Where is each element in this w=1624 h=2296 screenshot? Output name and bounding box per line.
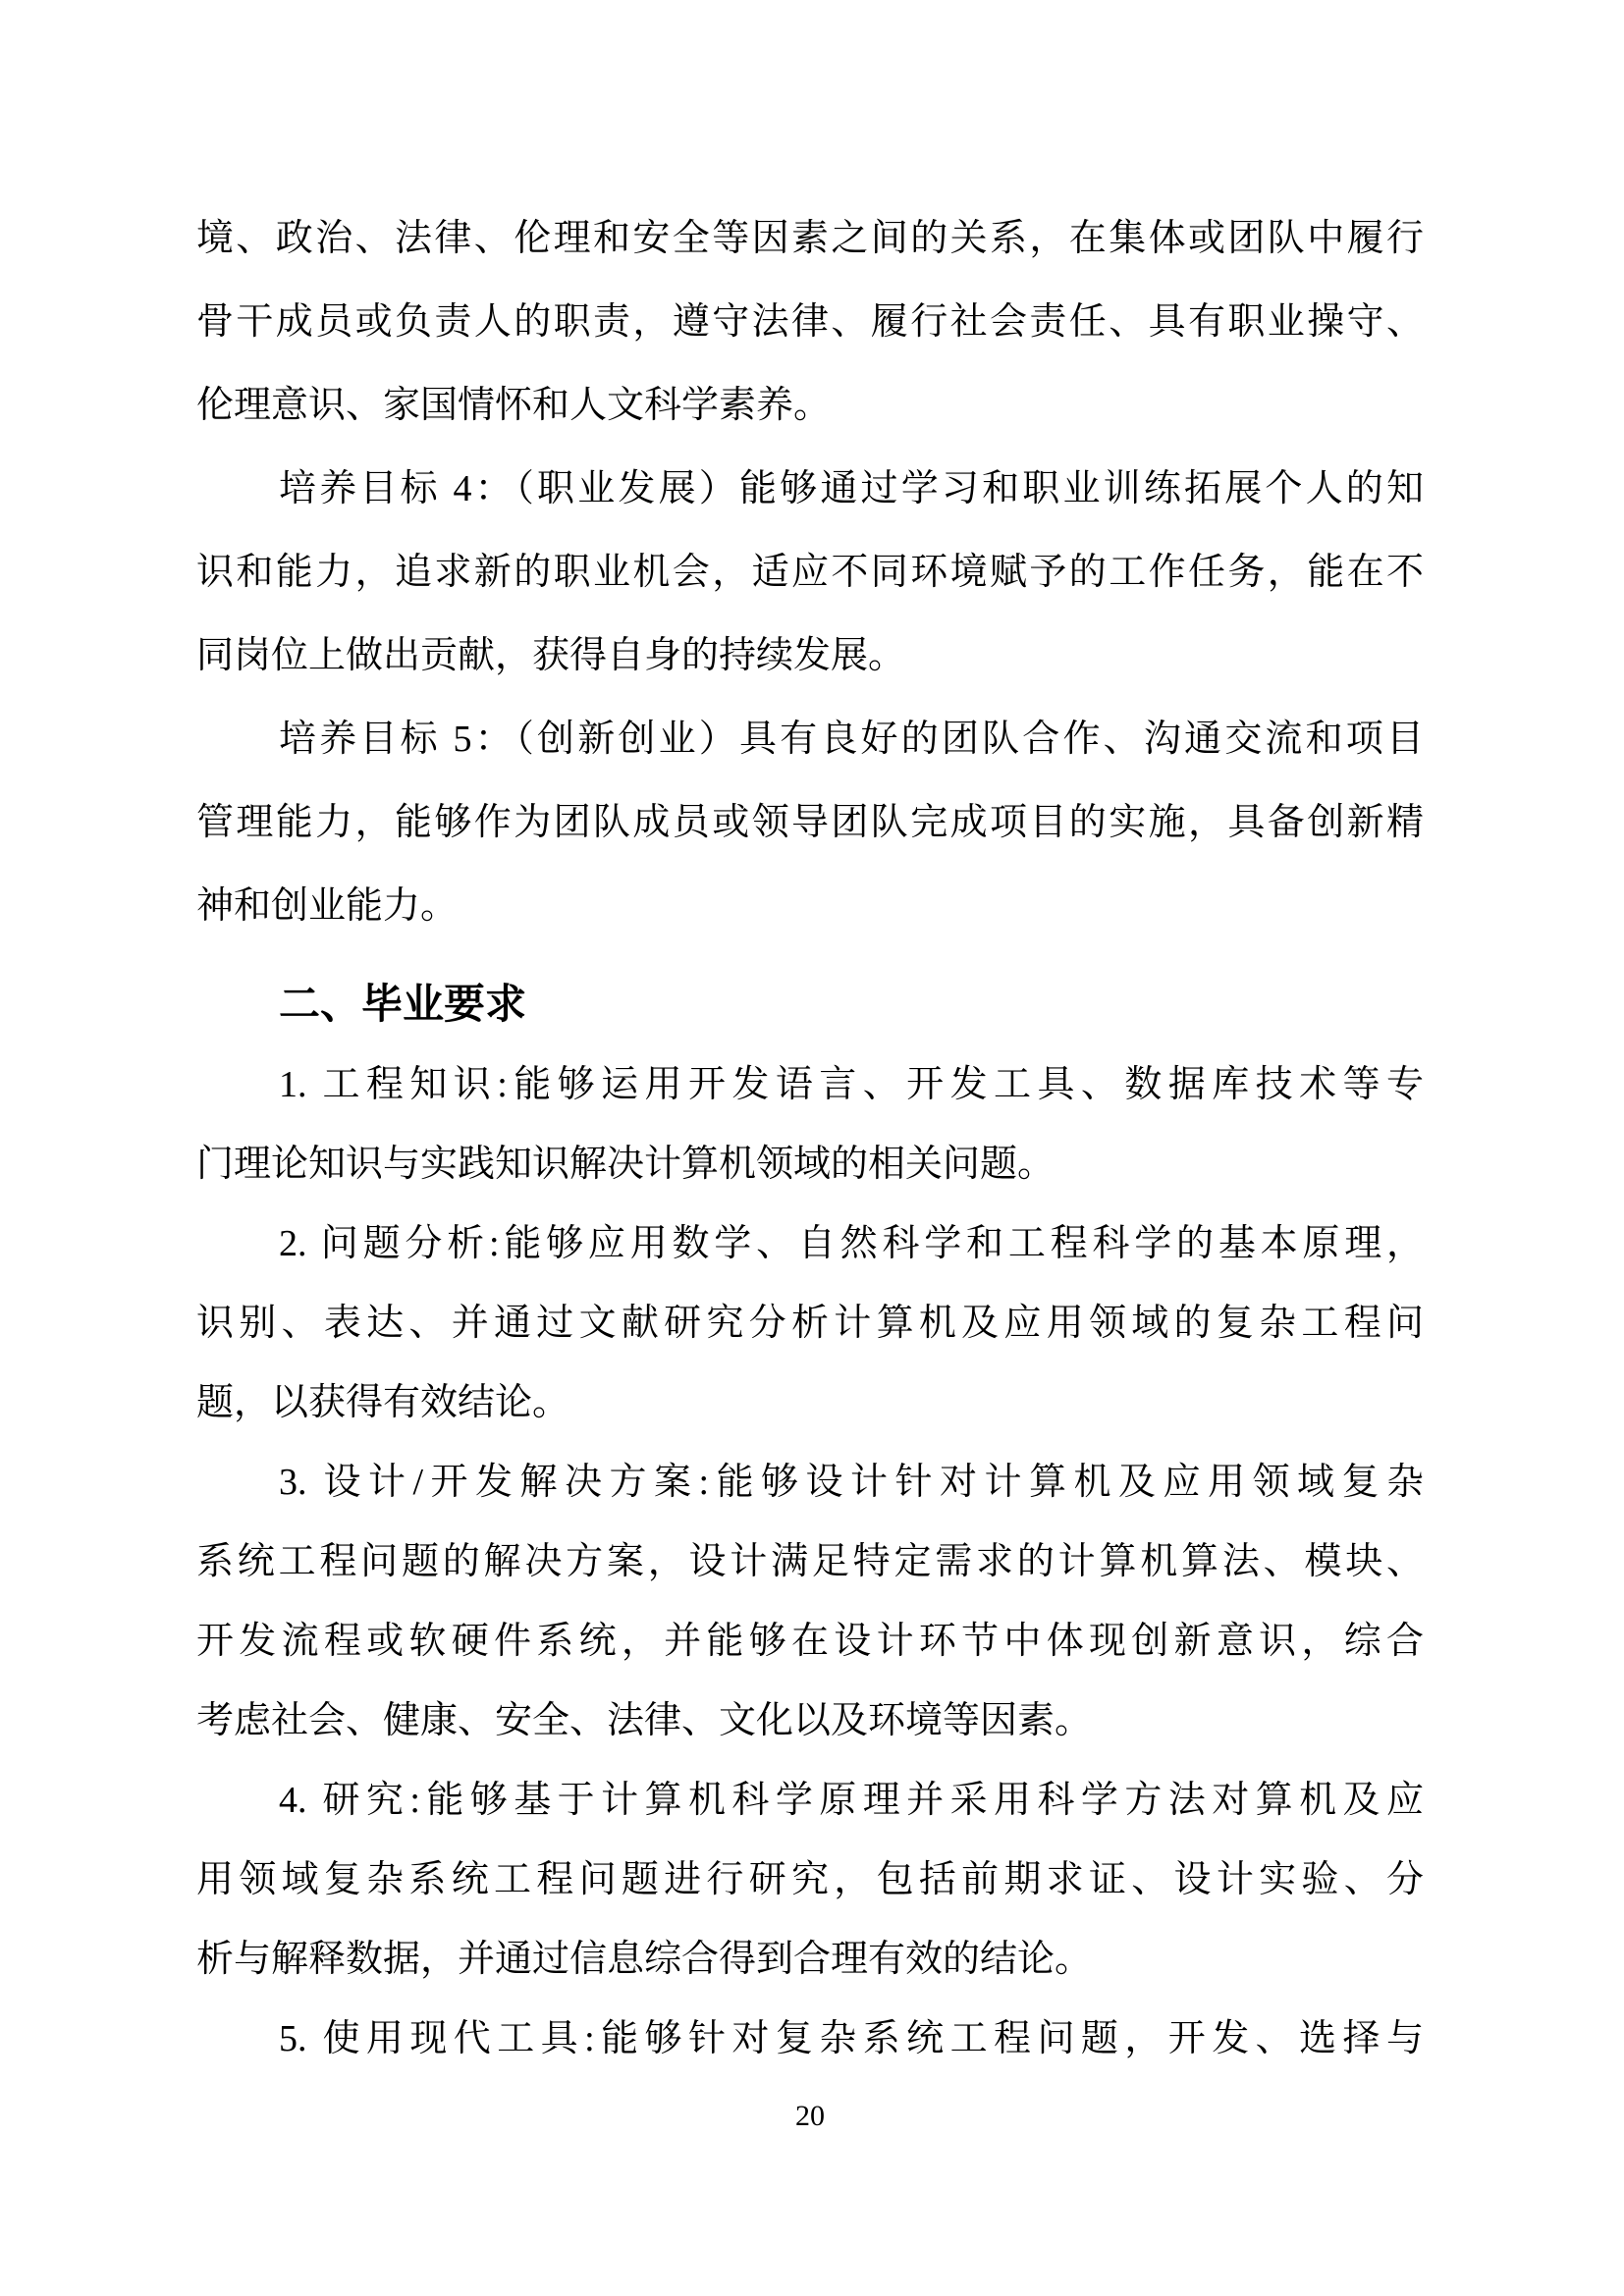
text-line: 用领域复杂系统工程问题进行研究，包括前期求证、设计实验、分 [196, 1859, 1424, 1900]
text-line: 管理能力，能够作为团队成员或领导团队完成项目的实施，具备创新精 [196, 802, 1424, 843]
paragraph [196, 1045, 1424, 1204]
text-line: 培养目标 5：（创新创业）具有良好的团队合作、沟通交流和项目 [279, 719, 1424, 760]
paragraph [196, 448, 1424, 698]
text-line: 伦理意识、家国情怀和人文科学素养。 [196, 385, 832, 426]
text-line: 5. 使用现代工具:能够针对复杂系统工程问题，开发、选择与 [279, 2018, 1424, 2059]
page-number: 20 [795, 2100, 825, 2132]
paragraph [196, 1761, 1424, 2000]
text-line: 析与解释数据，并通过信息综合得到合理有效的结论。 [196, 1939, 1093, 1980]
text-line: 神和创业能力。 [196, 885, 459, 927]
text-line: 4. 研究:能够基于计算机科学原理并采用科学方法对算机及应 [279, 1780, 1424, 1821]
text-line: 识和能力，追求新的职业机会，适应不同环境赋予的工作任务，能在不 [196, 552, 1424, 593]
text-line: 骨干成员或负责人的职责，遵守法律、履行社会责任、具有职业操守、 [196, 301, 1424, 343]
text-line: 3. 设计/开发解决方案:能够设计针对计算机及应用领域复杂 [279, 1462, 1424, 1503]
text-line: 同岗位上做出贡献，获得自身的持续发展。 [196, 635, 906, 676]
text-line: 题，以获得有效结论。 [196, 1382, 570, 1423]
text-line: 培养目标 4：（职业发展）能够通过学习和职业训练拓展个人的知 [279, 468, 1424, 509]
text-line: 系统工程问题的解决方案，设计满足特定需求的计算机算法、模块、 [196, 1541, 1424, 1582]
text-line: 2. 问题分析:能够应用数学、自然科学和工程科学的基本原理， [279, 1223, 1424, 1264]
paragraph [196, 1204, 1424, 1443]
text-line: 识别、表达、并通过文献研究分析计算机及应用领域的复杂工程问 [196, 1303, 1424, 1344]
heading-text: 二、毕业要求 [279, 981, 527, 1027]
paragraph [196, 197, 1424, 448]
paragraph [196, 2000, 1424, 2079]
text-line: 考虑社会、健康、安全、法律、文化以及环境等因素。 [196, 1700, 1093, 1741]
paragraph [196, 1443, 1424, 1761]
text-line: 1. 工程知识:能够运用开发语言、开发工具、数据库技术等专 [279, 1064, 1424, 1105]
text-line: 开发流程或软硬件系统，并能够在设计环节中体现创新意识，综合 [196, 1621, 1424, 1662]
text-line: 门理论知识与实践知识解决计算机领域的相关问题。 [196, 1144, 1056, 1185]
text-line: 境、政治、法律、伦理和安全等因素之间的关系，在集体或团队中履行 [196, 218, 1424, 259]
paragraph [196, 698, 1424, 948]
page-footer [196, 2097, 1424, 2136]
section-heading [196, 962, 1424, 1045]
